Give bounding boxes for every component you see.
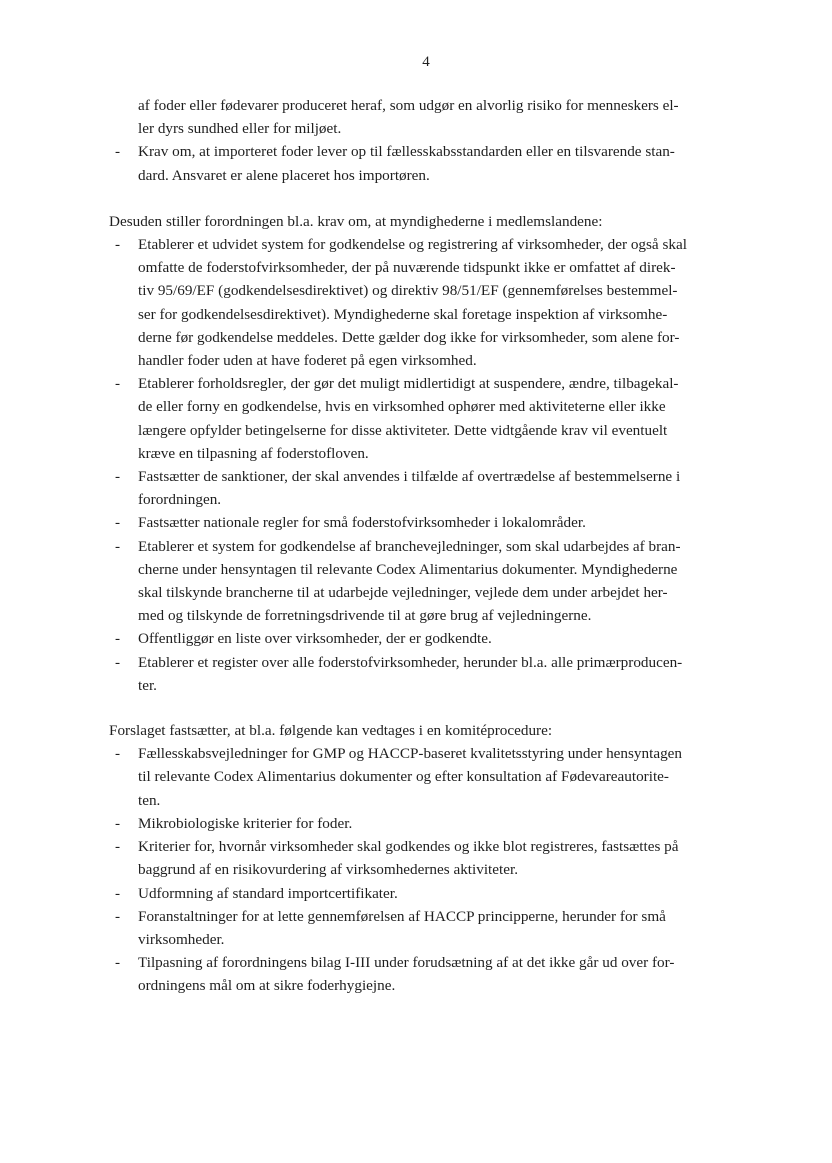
list-item-text (138, 140, 749, 186)
list-item (109, 742, 749, 812)
text-line: Krav om, at importeret foder lever op til fællesskabsstandarden eller en tilsvarende stan- (138, 143, 675, 161)
list-item (109, 905, 749, 951)
text-line: Mikrobiologiske kriterier for foder. (138, 814, 353, 832)
list-dash: - (115, 954, 121, 972)
text-line: Etablerer et udvidet system for godkendelse og registrering af virksomheder, der også skal (138, 236, 687, 254)
list-dash: - (115, 745, 121, 763)
text-line: omfatte de foderstofvirksomheder, der på nuværende tidspunkt ikke er omfattet af direk- (138, 259, 676, 277)
list-item-text (138, 627, 749, 650)
continued-list-item (109, 94, 749, 140)
text-line: Fællesskabsvejledninger for GMP og HACCP-baseret kvalitetsstyring under hensyntagen (138, 745, 682, 763)
list-item-text (138, 742, 749, 812)
list-item-text (138, 535, 749, 628)
section-intro-committee-procedure: Forslaget fastsætter, at bl.a. følgende kan vedtages i en komitéprocedure: (109, 722, 553, 740)
text-line: handler foder uden at have foderet på egen virksomhed. (138, 352, 477, 370)
list-item-text (138, 233, 749, 372)
list-dash: - (115, 236, 121, 254)
list-item-text (138, 835, 749, 881)
list-item-text (138, 465, 749, 511)
list-item-text (138, 882, 749, 905)
list-item-text (138, 651, 749, 697)
text-line: Etablerer et register over alle foderstofvirksomheder, herunder bl.a. alle primærproducen- (138, 653, 683, 671)
list-item (109, 535, 749, 628)
text-line: Udformning af standard importcertifikater. (138, 884, 398, 902)
text-line: Tilpasning af forordningens bilag I-III under forudsætning af at det ikke går ud over for- (138, 954, 675, 972)
text-line: tiv 95/69/EF (godkendelsesdirektivet) og direktiv 98/51/EF (gennemførelses bestemmel- (138, 282, 678, 300)
list-item-text (138, 372, 749, 465)
list-item (109, 651, 749, 697)
text-line: ter. (138, 676, 157, 694)
list-item (109, 372, 749, 465)
text-line: kræve en tilpasning af foderstofloven. (138, 444, 369, 462)
text-line: dard. Ansvaret er alene placeret hos importøren. (138, 166, 430, 184)
list-item (109, 140, 749, 186)
text-line: med og tilskynde de forretningsdrivende til at gøre brug af vejledningerne. (138, 607, 592, 625)
text-line: baggrund af en risikovurdering af virksomhedernes aktiviteter. (138, 861, 518, 879)
list-dash: - (115, 537, 121, 555)
list-dash: - (115, 468, 121, 486)
section-intro-requirements: Desuden stiller forordningen bl.a. krav om, at myndighederne i medlemslandene: (109, 212, 603, 230)
text-line: cherne under hensyntagen til relevante Codex Alimentarius dokumenter. Myndighederne (138, 560, 678, 578)
text-line: Etablerer forholdsregler, der gør det muligt midlertidigt at suspendere, ændre, tilbagekal- (138, 375, 679, 393)
list-dash: - (115, 653, 121, 671)
list-dash: - (115, 375, 121, 393)
list-item-text (138, 812, 749, 835)
text-line: Fastsætter de sanktioner, der skal anvendes i tilfælde af overtrædelse af bestemmelserne i (138, 468, 681, 486)
text-line: til relevante Codex Alimentarius dokumenter og efter konsultation af Fødevareautorite- (138, 768, 669, 786)
list-item (109, 233, 749, 372)
list-dash: - (115, 814, 121, 832)
text-line: Kriterier for, hvornår virksomheder skal godkendes og ikke blot registreres, fastsættes på (138, 838, 679, 856)
text-line: ordningens mål om at sikre foderhygiejne. (138, 977, 396, 995)
text-line: forordningen. (138, 491, 222, 509)
text-line: ten. (138, 791, 161, 809)
list-item (109, 511, 749, 534)
list-item-text (138, 511, 749, 534)
list-item-text (138, 951, 749, 997)
text-line: virksomheder. (138, 930, 225, 948)
page-number: 4 (422, 54, 430, 70)
text-line: Offentliggør en liste over virksomheder, der er godkendte. (138, 630, 492, 648)
list-dash: - (115, 884, 121, 902)
list-dash: - (115, 907, 121, 925)
text-line: længere opfylder betingelserne for disse aktiviteter. Dette vidtgående krav vil eventuelt (138, 421, 668, 439)
text-line: Fastsætter nationale regler for små foderstofvirksomheder i lokalområder. (138, 514, 586, 532)
list-item-text (138, 94, 749, 140)
text-line: skal tilskynde brancherne til at udarbejde vejledninger, vejlede dem under arbejdet her- (138, 584, 668, 602)
list-dash: - (115, 630, 121, 648)
text-line: Foranstaltninger for at lette gennemførelsen af HACCP principperne, herunder for små (138, 907, 666, 925)
text-line: ser for godkendelsesdirektivet). Myndighederne skal foretage inspektion af virksomhe- (138, 305, 668, 323)
list-dash: - (115, 838, 121, 856)
text-line: af foder eller fødevarer produceret heraf, som udgør en alvorlig risiko for menneskers el- (138, 97, 679, 114)
list-item (109, 951, 749, 997)
text-line: de eller forny en godkendelse, hvis en virksomhed ophører med aktiviteterne eller ikke (138, 398, 666, 416)
list-item-text (138, 905, 749, 951)
list-item (109, 627, 749, 650)
list-dash: - (115, 514, 121, 532)
text-line: ler dyrs sundhed eller for miljøet. (138, 120, 342, 138)
list-item (109, 882, 749, 905)
document-body (109, 94, 749, 998)
list-dash: - (115, 143, 121, 161)
list-item (109, 465, 749, 511)
list-item (109, 812, 749, 835)
text-line: derne før godkendelse meddeles. Dette gælder dog ikke for virksomheder, som alene for- (138, 328, 680, 346)
text-line: Etablerer et system for godkendelse af branchevejledninger, som skal udarbejdes af bran- (138, 537, 681, 555)
list-item (109, 835, 749, 881)
